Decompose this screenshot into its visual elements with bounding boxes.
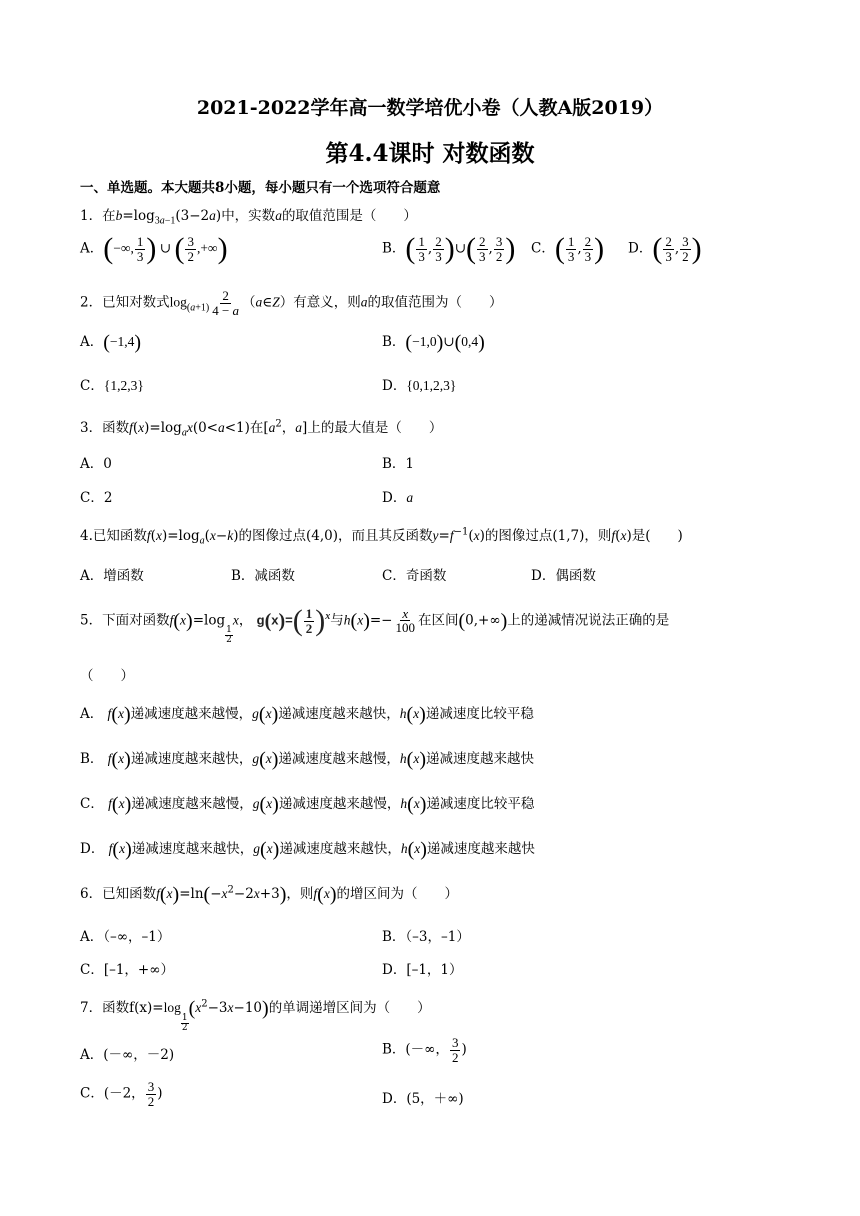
q3-option-a[interactable]: A．0 bbox=[80, 456, 112, 472]
q6-option-a[interactable]: A．（–∞，–1） bbox=[80, 929, 171, 945]
q1-option-b[interactable]: B．( $\frac{1}{3}$ , $\frac{2}{3}$ )∪( $\frac{2}{3}$ , $\frac{3}{2}$ ) bbox=[382, 232, 516, 265]
q5-option-c[interactable]: C． f(x)递减速度越来越慢，g(x)递减速度越来越慢，h(x)递减速度比较平稳 bbox=[80, 793, 535, 816]
question-1: 1．在$b=\log_{3a-1}(3-2a)$中，实数a的取值范围是（ ） bbox=[80, 208, 417, 227]
question-5: 5．下面对函数f(x)=log $\frac{1}{2}$ x， g(x)=( $\frac{1}{2}$ )$^x$与h(x)=− $\frac{x}{100}$ 在区间(0,+∞)上的递减情况说法正确的是 bbox=[80, 604, 670, 646]
q5-option-b[interactable]: B． f(x)递减速度越来越快，g(x)递减速度越来越慢，h(x)递减速度越来越快 bbox=[80, 748, 535, 771]
question-4: 4.已知函数$f(x)=\log_a(x-k)$的图像过点(4,0)，而且其反函数$y=f^{-1}(x)$的图像过点(1,7)，则f(x)是( ) bbox=[80, 526, 683, 547]
q2-option-c[interactable]: C．{1,2,3} bbox=[80, 378, 144, 394]
q3-option-c[interactable]: C．2 bbox=[80, 490, 113, 506]
q6-option-b[interactable]: B．（–3，–1） bbox=[382, 929, 470, 945]
q4-option-b[interactable]: B．减函数 bbox=[231, 568, 295, 584]
paper-title: 2021-2022学年高一数学培优小卷（人教A版2019） bbox=[196, 97, 664, 119]
question-7: 7．函数f(x)=log $\frac{1}{2}$ $(x^2-3x-10)$的单调递增区间为（ ） bbox=[80, 997, 431, 1033]
question-2: 2．已知对数式$\log_{(a+1)}$ $\frac{2}{4 - a}$ （a∈Z）有意义，则a的取值范围为（ ） bbox=[80, 288, 503, 318]
q2-option-b[interactable]: B．(−1,0)∪(0,4) bbox=[382, 331, 485, 354]
section-heading: 一、单选题。本大题共8小题，每小题只有一个选项符合题意 bbox=[80, 180, 441, 196]
q7-option-b[interactable]: B．(－∞， $\frac{3}{2}$ ) bbox=[382, 1035, 467, 1065]
q5-option-d[interactable]: D． f(x)递减速度越来越快，g(x)递减速度越来越快，h(x)递减速度越来越快 bbox=[80, 838, 535, 861]
q7-option-d[interactable]: D．(5，＋∞) bbox=[382, 1091, 464, 1107]
q3-option-d[interactable]: D．a bbox=[382, 490, 414, 506]
q4-option-a[interactable]: A．增函数 bbox=[80, 568, 144, 584]
q6-option-d[interactable]: D．[–1，1） bbox=[382, 962, 463, 978]
q2-option-a[interactable]: A．(−1,4) bbox=[80, 331, 142, 354]
q6-option-c[interactable]: C．[–1，+∞） bbox=[80, 962, 174, 978]
question-5-answer-paren: （ ） bbox=[80, 668, 134, 684]
q5-option-a[interactable]: A． f(x)递减速度越来越慢，g(x)递减速度越来越快，h(x)递减速度比较平稳 bbox=[80, 703, 534, 726]
lesson-title: 第4.4课时 对数函数 bbox=[325, 140, 535, 167]
question-6: 6．已知函数$f(x)=\ln(-x^2-2x+3)$，则f(x)的增区间为（ ） bbox=[80, 883, 458, 906]
question-3: 3．函数$f(x)=\log_ax(0<a<1)$在[$a^2$，a]上的最大值是（ ） bbox=[80, 418, 443, 439]
q4-option-c[interactable]: C．奇函数 bbox=[382, 568, 447, 584]
q1-option-d[interactable]: D．( $\frac{2}{3}$ , $\frac{3}{2}$ ) bbox=[628, 232, 702, 265]
q1-option-c[interactable]: C．( $\frac{1}{3}$ , $\frac{2}{3}$ ) bbox=[531, 232, 605, 265]
q7-option-c[interactable]: C．(－2， $\frac{3}{2}$ ) bbox=[80, 1079, 163, 1109]
q3-option-b[interactable]: B．1 bbox=[382, 456, 415, 472]
q4-option-d[interactable]: D．偶函数 bbox=[531, 568, 596, 584]
q2-option-d[interactable]: D．{0,1,2,3} bbox=[382, 378, 457, 394]
q7-option-a[interactable]: A．(－∞，－2) bbox=[80, 1047, 175, 1063]
q1-option-a[interactable]: A．(−∞, $\frac{1}{3}$ ) ∪ ( $\frac{3}{2}$ ,+∞) bbox=[80, 232, 228, 265]
